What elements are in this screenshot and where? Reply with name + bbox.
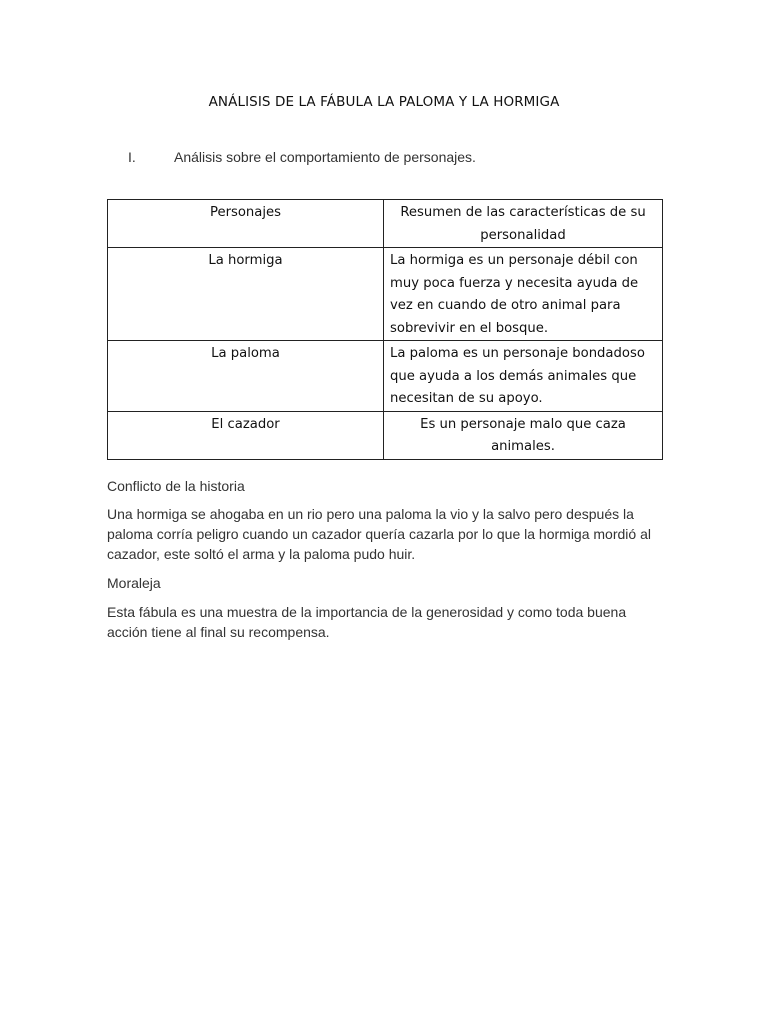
table-cell-character: La hormiga xyxy=(108,248,384,341)
table-header-characters: Personajes xyxy=(108,200,384,248)
table-row xyxy=(108,411,663,459)
table-row xyxy=(108,248,663,341)
table-cell-summary: La paloma es un personaje bondadoso que ayuda a los demás animales que necesitan de su apoyo. xyxy=(384,341,663,412)
table-cell-summary: La hormiga es un personaje débil con muy poca fuerza y necesita ayuda de vez en cuando de otro animal para sobrevivir en el bosque. xyxy=(384,248,663,341)
table-header-row xyxy=(108,200,663,248)
table-header-summary: Resumen de las características de su personalidad xyxy=(384,200,663,248)
table-cell-summary: Es un personaje malo que caza animales. xyxy=(384,411,663,459)
page-title: ANÁLISIS DE LA FÁBULA LA PALOMA Y LA HORMIGA xyxy=(208,94,560,110)
table-cell-character: El cazador xyxy=(108,411,384,459)
table-row xyxy=(108,341,663,412)
section-heading-text: Análisis sobre el comportamiento de personajes. xyxy=(174,149,476,165)
conflict-paragraph: Una hormiga se ahogaba en un rio pero una paloma la vio y la salvo pero después la paloma corría peligro cuando un cazador quería cazarla por lo que la hormiga mordió al cazador, este soltó el arma y la paloma pudo huir. xyxy=(107,506,651,562)
table-cell-character: La paloma xyxy=(108,341,384,412)
moral-heading: Moraleja xyxy=(107,575,161,591)
characters-table xyxy=(107,199,663,460)
section-heading xyxy=(128,149,476,165)
conflict-heading: Conflicto de la historia xyxy=(107,478,245,494)
moral-paragraph: Esta fábula es una muestra de la importancia de la generosidad y como toda buena acción tiene al final su recompensa. xyxy=(107,604,627,640)
section-numeral: I. xyxy=(128,149,136,165)
